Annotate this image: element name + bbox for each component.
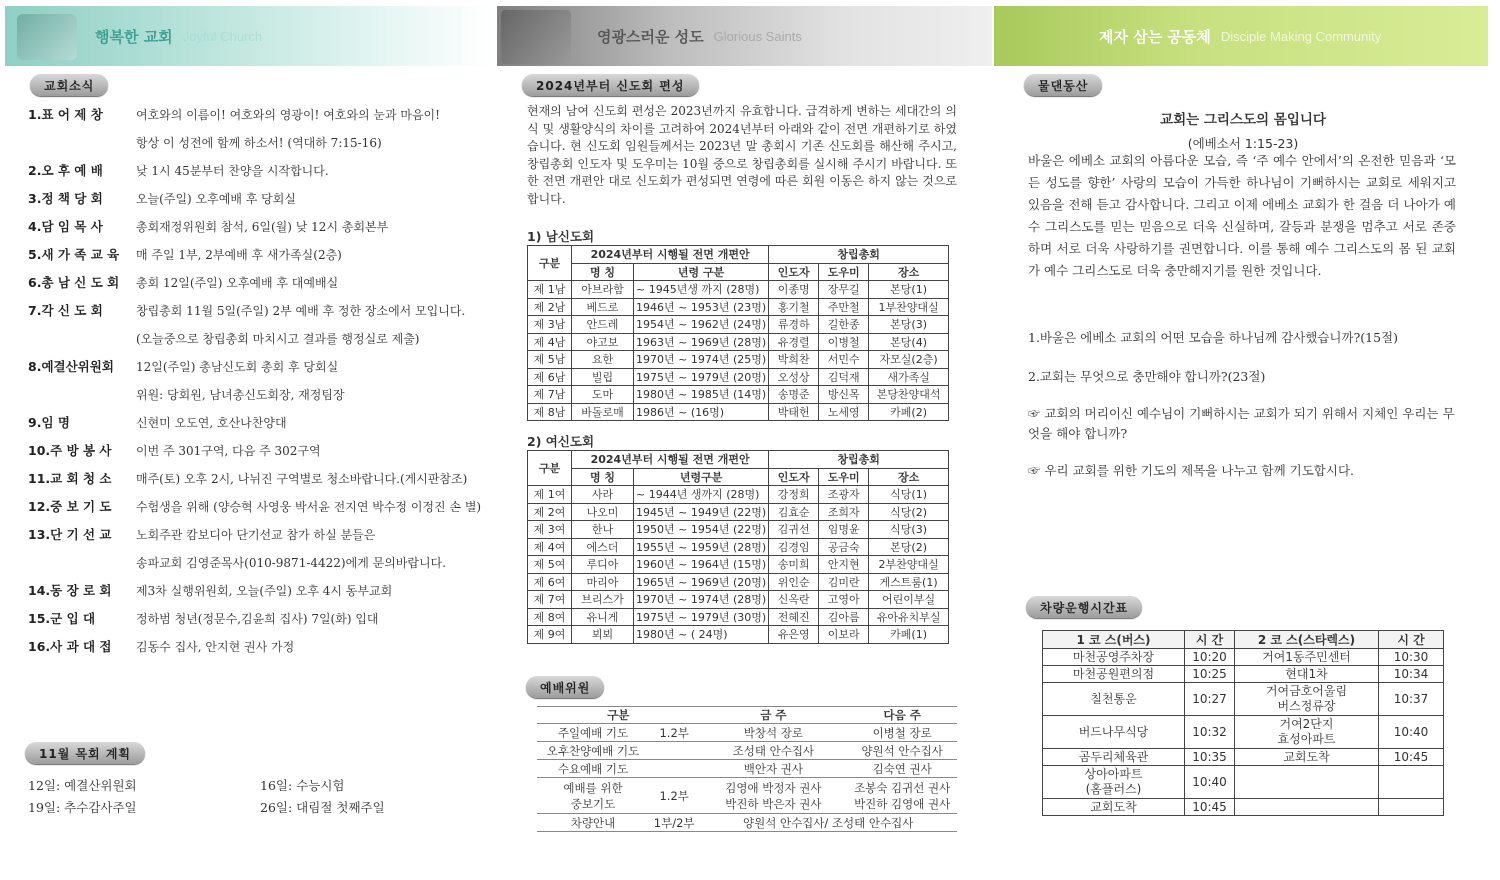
col-meeting: 창립총회: [769, 246, 949, 264]
bus-schedule-table: [1042, 630, 1444, 816]
news-item-text: (오늘중으로 창립총회 마치시고 결과를 행정실로 제출): [136, 331, 420, 346]
news-item: [28, 240, 488, 268]
age-range: 1975년 ~ 1979년 (30명): [634, 608, 769, 626]
place: 2부찬양대실: [869, 556, 949, 574]
group-name: 루디아: [572, 556, 634, 574]
place: 본당찬양대석: [869, 386, 949, 404]
place: 1부찬양대실: [869, 298, 949, 316]
plan-item: 19일: 추수감사주일: [28, 800, 137, 815]
question-3: ☞ 교회의 머리이신 예수님이 기뻐하시는 교회가 되기 위해서 지체인 우리는 무엇을 해야 합니까?: [1028, 406, 1455, 441]
group-name: 도마: [572, 386, 634, 404]
news-item-text: 12일(주일) 총남신도회 총회 후 당회실: [136, 359, 339, 374]
news-item-number: 3.정 책 당 회: [28, 191, 103, 206]
col-plan: 2024년부터 시행될 전면 개편안: [572, 246, 769, 264]
route2-time: 10:45: [1379, 749, 1444, 766]
route1-time: 10:40: [1185, 766, 1235, 799]
table-row: [528, 591, 949, 609]
group-name: 요한: [572, 351, 634, 369]
leader: 홍기철: [769, 298, 819, 316]
news-item-number: 6.총 남 신 도 회: [28, 275, 120, 290]
route1-time: 10:32: [1185, 716, 1235, 749]
age-range: 1965년 ~ 1969년 (20명): [634, 573, 769, 591]
leader: 위인순: [769, 573, 819, 591]
leader: 유은영: [769, 626, 819, 644]
news-item: [28, 604, 488, 632]
table-row: [528, 608, 949, 626]
table-row: [537, 760, 957, 778]
banner-joyful-church: [5, 6, 495, 66]
group-number: 제 5여: [528, 556, 572, 574]
table-row: [1043, 666, 1444, 683]
bible-reference: (에베소서 1:15-23): [1187, 136, 1299, 151]
group-name: 뵈뵈: [572, 626, 634, 644]
group-number: 제 3여: [528, 521, 572, 539]
table-row: [1043, 749, 1444, 766]
worship-next-week: 김숙연 권사: [847, 760, 957, 778]
leader: 송미희: [769, 556, 819, 574]
leader: 강정희: [769, 486, 819, 504]
org-heading: 2024년부터 신도회 편성: [522, 74, 699, 96]
age-range: 1980년 ~ ( 24명): [634, 626, 769, 644]
group-name: 에스더: [572, 538, 634, 556]
news-item: [28, 632, 488, 660]
table-row: [528, 626, 949, 644]
news-item: [28, 100, 488, 128]
leader: 박희찬: [769, 351, 819, 369]
plan-item: 12일: 예결산위원회: [28, 778, 137, 793]
helper: 방신목: [819, 386, 869, 404]
news-item-number: 14.동 장 로 회: [28, 583, 112, 598]
route2-time: 10:34: [1379, 666, 1444, 683]
news-item-text: 신현미 오도연, 호산나찬양대: [136, 415, 287, 430]
col-gubun: 구분: [528, 246, 572, 281]
col-route2: 2 코 스(스타렉스): [1235, 631, 1379, 649]
place: 자모실(2층): [869, 351, 949, 369]
leader: 류경하: [769, 316, 819, 334]
table-row: [528, 351, 949, 369]
route2-stop: 거여2단지 효성아파트: [1235, 716, 1379, 749]
place: 식당(3): [869, 521, 949, 539]
table-row: [1043, 799, 1444, 816]
group-number: 제 4남: [528, 333, 572, 351]
col-gubun: 구분: [528, 451, 572, 486]
news-item-text: 제3차 실행위원회, 오늘(주일) 오후 4시 동부교회: [136, 583, 393, 598]
helper: 고영아: [819, 591, 869, 609]
news-item-number: 11.교 회 청 소: [28, 471, 112, 486]
age-range: 1946년 ~ 1953년 (23명): [634, 298, 769, 316]
group-name: 바돌로매: [572, 403, 634, 421]
route1-stop: 마천공원편의점: [1043, 666, 1185, 683]
age-range: 1986년 ~ (16명): [634, 403, 769, 421]
banner-subtitle: Disciple Making Community: [1220, 28, 1382, 44]
worship-heading: 예배위원: [526, 676, 604, 698]
table-row: [528, 368, 949, 386]
route2-time: 10:37: [1379, 683, 1444, 716]
place: 카페(1): [869, 626, 949, 644]
news-item-text: 수험생을 위해 (양승혁 사영웅 박서윤 전지연 박수정 이정진 손 별): [136, 499, 482, 514]
news-item-text: 정하범 청년(정문수,김윤희 집사) 7일(화) 입대: [136, 611, 379, 626]
table-row: [528, 403, 949, 421]
bus-heading: 차량운행시간표: [1026, 596, 1142, 618]
group-name: 마리아: [572, 573, 634, 591]
news-item: [28, 296, 488, 324]
helper: 김덕재: [819, 368, 869, 386]
place: 게스트룸(1): [869, 573, 949, 591]
worship-role: 수요예배 기도: [537, 760, 649, 778]
news-item: [28, 492, 488, 520]
table-row: [528, 316, 949, 334]
worship-this-week: 박창석 장로: [699, 724, 847, 742]
worship-part: 1.2부: [649, 778, 699, 814]
col-meeting: 창립총회: [769, 451, 949, 469]
news-item: [28, 156, 488, 184]
female-title: 2) 여신도회: [527, 434, 595, 449]
col-leader: 인도자: [769, 263, 819, 281]
group-number: 제 1여: [528, 486, 572, 504]
age-range: 1980년 ~ 1985년 (14명): [634, 386, 769, 404]
route2-time: [1379, 766, 1444, 799]
news-item-text: 노회주관 캄보디아 단기선교 참가 하실 분들은: [136, 527, 376, 542]
table-row: [528, 486, 949, 504]
group-number: 제 8남: [528, 403, 572, 421]
worship-next-week: 이병철 장로: [847, 724, 957, 742]
route1-time: 10:20: [1185, 649, 1235, 666]
question-2: 2.교회는 무엇으로 충만해야 합니까?(23절): [1028, 369, 1266, 384]
news-item-number: 13.단 기 선 교: [28, 527, 112, 542]
table-row: [528, 298, 949, 316]
col-gubun: 구분: [537, 707, 699, 724]
leader: 이종명: [769, 281, 819, 299]
news-item-number: 4.담 임 목 사: [28, 219, 103, 234]
col-time1: 시 간: [1185, 631, 1235, 649]
leader: 김귀선: [769, 521, 819, 539]
group-number: 제 4여: [528, 538, 572, 556]
news-item: [28, 324, 488, 352]
news-item-text: 매 주일 1부, 2부예배 후 새가족실(2층): [136, 247, 342, 262]
age-range: 1970년 ~ 1974년 (28명): [634, 591, 769, 609]
col-helper: 도우미: [819, 468, 869, 486]
place: 새가족실: [869, 368, 949, 386]
route2-stop: 거여1동주민센터: [1235, 649, 1379, 666]
group-name: 아브라함: [572, 281, 634, 299]
place: 본당(3): [869, 316, 949, 334]
table-row: [1043, 649, 1444, 666]
news-item-number: 16.사 과 대 접: [28, 639, 112, 654]
group-name: 빌립: [572, 368, 634, 386]
worship-role: 주일예배 기도: [537, 724, 649, 742]
table-row: [528, 281, 949, 299]
col-this-week: 금 주: [699, 707, 847, 724]
route2-time: 10:40: [1379, 716, 1444, 749]
org-intro: 현재의 남여 신도회 편성은 2023년까지 유효합니다. 급격하게 변하는 세대간의 의식 및 생활양식의 차이를 고려하여 2024년부터 아래와 같이 전면 개편하기로 하였습니다. 현 신도회 임원들께서는 2023년 말 총회시 기존 신도회를 해산해 주시고, 창립총회 인도자 및 도우미는 10월 중으로 창립총회를 실시해 주시기 바랍니다. 또한 전면 개편안 대로 신도회가 편성되면 연령에 따른 회원 이동은 하지 않는 것으로 합니다.: [527, 104, 957, 206]
news-item-number: 15.군 입 대: [28, 611, 96, 626]
age-range: 1954년 ~ 1962년 (24명): [634, 316, 769, 334]
group-name: 사라: [572, 486, 634, 504]
age-range: 1955년 ~ 1959년 (28명): [634, 538, 769, 556]
route2-time: [1379, 799, 1444, 816]
route2-stop: 현대1차: [1235, 666, 1379, 683]
bible-heading: 물댄동산: [1024, 74, 1102, 96]
news-item: [28, 576, 488, 604]
news-item: [28, 352, 488, 380]
group-name: 안드레: [572, 316, 634, 334]
place: 본당(2): [869, 538, 949, 556]
age-range: 1963년 ~ 1969년 (28명): [634, 333, 769, 351]
plan-item: 16일: 수능시험: [260, 778, 345, 793]
banner-photo: [501, 10, 571, 64]
route1-time: 10:27: [1185, 683, 1235, 716]
worship-this-week: 김영애 박정자 권사 박진하 박은자 권사: [699, 778, 847, 814]
helper: 서민수: [819, 351, 869, 369]
news-item-text: 낮 1시 45분부터 찬양을 시작합니다.: [136, 163, 329, 178]
route1-stop: 마천공영주차장: [1043, 649, 1185, 666]
news-item-number: 2.오 후 예 배: [28, 163, 103, 178]
helper: 안지현: [819, 556, 869, 574]
helper: 김미란: [819, 573, 869, 591]
table-row: [528, 556, 949, 574]
place: 본당(1): [869, 281, 949, 299]
route1-stop: 버드나무식당: [1043, 716, 1185, 749]
news-item: [28, 520, 488, 548]
place: 카페(2): [869, 403, 949, 421]
leader: 박태헌: [769, 403, 819, 421]
col-name: 명 칭: [572, 263, 634, 281]
leader: 송명준: [769, 386, 819, 404]
group-number: 제 5남: [528, 351, 572, 369]
news-item-text: 총회 12일(주일) 오후예배 후 대예배실: [136, 275, 339, 290]
news-item-text: 위원: 당회원, 남녀총신도회장, 재정팀장: [136, 387, 345, 402]
group-name: 야고보: [572, 333, 634, 351]
leader: 김효순: [769, 503, 819, 521]
news-item-text: 총회재정위원회 참석, 6일(월) 낮 12시 총회본부: [136, 219, 389, 234]
worship-this-week: 조성태 안수집사: [699, 742, 847, 760]
col-name: 명 칭: [572, 468, 634, 486]
question-4: ☞ 우리 교회를 위한 기도의 제목을 나누고 함께 기도합시다.: [1028, 463, 1354, 478]
place: 유아유치부실: [869, 608, 949, 626]
col-time2: 시 간: [1379, 631, 1444, 649]
table-row: [537, 814, 957, 832]
table-row: [528, 573, 949, 591]
leader: 전혜진: [769, 608, 819, 626]
news-item-text: 항상 이 성전에 함께 하소서! (역대하 7:15-16): [136, 135, 382, 150]
banner-photo: [17, 14, 77, 60]
worship-part: [649, 760, 699, 778]
table-row: [528, 503, 949, 521]
worship-this-week: 백안자 권사: [699, 760, 847, 778]
worship-next-week: 양원석 안수집사: [847, 742, 957, 760]
female-group-table: [527, 450, 949, 644]
worship-role: 예배를 위한 중보기도: [537, 778, 649, 814]
banner-title: 영광스러운 성도: [597, 27, 704, 46]
news-item-number: 9.임 명: [28, 415, 70, 430]
table-row: [1043, 716, 1444, 749]
news-item-number: 8.예결산위원회: [28, 359, 114, 374]
plan-item: 26일: 대림절 첫째주일: [260, 800, 385, 815]
age-range: 1970년 ~ 1974년 (25명): [634, 351, 769, 369]
worship-part: [649, 742, 699, 760]
news-item-number: 1.표 어 제 창: [28, 107, 103, 122]
news-item-text: 여호와의 이름이! 여호와의 영광이! 여호와의 눈과 마음이!: [136, 107, 440, 122]
bible-title: 교회는 그리스도의 몸입니다: [1160, 112, 1326, 128]
helper: 이보라: [819, 626, 869, 644]
group-name: 베드로: [572, 298, 634, 316]
news-item: [28, 184, 488, 212]
col-age: 년령 구분: [634, 263, 769, 281]
route1-time: 10:45: [1185, 799, 1235, 816]
age-range: 1945년 ~ 1949년 (22명): [634, 503, 769, 521]
plan-heading: 11월 목회 계획: [25, 742, 145, 764]
helper: 공금숙: [819, 538, 869, 556]
place: 식당(1): [869, 486, 949, 504]
male-group-table: [527, 245, 949, 421]
group-number: 제 6여: [528, 573, 572, 591]
helper: 조희자: [819, 503, 869, 521]
col-leader: 인도자: [769, 468, 819, 486]
table-row: [537, 778, 957, 814]
banner-glorious-saints: [497, 6, 992, 66]
helper: 장무길: [819, 281, 869, 299]
leader: 신옥란: [769, 591, 819, 609]
route1-stop: 곰두리체육관: [1043, 749, 1185, 766]
bible-body: 바울은 에베소 교회의 아름다운 모습, 즉 ‘주 예수 안에서’의 온전한 믿음과 ‘모든 성도를 향한’ 사랑의 모습이 가득한 하나님이 기뻐하시는 교회로 세워지고 있음을 전해 듣고 감사합니다. 그리고 이제 에베소 교회가 한 걸음 더 나아가 예수 그리스도를 믿는 믿음으로 더욱 신실하며, 갈등과 분쟁을 멈추고 서로 존중하며 서로 더욱 사랑하기를 권면합니다. 이를 통해 예수 그리스도의 몸 된 교회가 예수 그리스도로 더욱 충만해지기를 원한 것입니다.: [1028, 153, 1456, 278]
group-name: 나오미: [572, 503, 634, 521]
news-heading: 교회소식: [30, 74, 108, 96]
age-range: ~ 1945년생 까지 (28명): [634, 281, 769, 299]
table-row: [528, 333, 949, 351]
helper: 김아름: [819, 608, 869, 626]
group-number: 제 2여: [528, 503, 572, 521]
age-range: 1975년 ~ 1979년 (20명): [634, 368, 769, 386]
helper: 이병철: [819, 333, 869, 351]
table-row: [537, 742, 957, 760]
banner-disciple-community: [994, 6, 1488, 66]
male-title: 1) 남신도회: [527, 229, 595, 244]
news-item-text: 이번 주 301구역, 다음 주 302구역: [136, 443, 321, 458]
group-number: 제 9여: [528, 626, 572, 644]
table-row: [1043, 766, 1444, 799]
news-item-text: 김동수 집사, 안지현 권사 가정: [136, 639, 295, 654]
age-range: 1960년 ~ 1964년 (15명): [634, 556, 769, 574]
worship-part: 1부/2부: [649, 814, 699, 832]
col-next-week: 다음 주: [847, 707, 957, 724]
table-row: [537, 724, 957, 742]
route2-stop: 교회도착: [1235, 749, 1379, 766]
helper: 임명윤: [819, 521, 869, 539]
group-number: 제 1남: [528, 281, 572, 299]
age-range: ~ 1944년 생까지 (28명): [634, 486, 769, 504]
group-number: 제 2남: [528, 298, 572, 316]
group-number: 제 7남: [528, 386, 572, 404]
route2-stop: 거여금호어울림 버스정류장: [1235, 683, 1379, 716]
worship-this-week: 양원석 안수집사/ 조성태 안수집사: [699, 814, 957, 832]
helper: 조광자: [819, 486, 869, 504]
col-route1: 1 코 스(버스): [1043, 631, 1185, 649]
table-row: [528, 386, 949, 404]
helper: 길한종: [819, 316, 869, 334]
worship-next-week: 조봉숙 김귀선 권사 박진하 김영애 권사: [847, 778, 957, 814]
route2-stop: [1235, 799, 1379, 816]
place: 어린이부실: [869, 591, 949, 609]
table-row: [528, 521, 949, 539]
news-item-number: 12.중 보 기 도: [28, 499, 112, 514]
helper: 노세영: [819, 403, 869, 421]
news-item-number: 5.새 가 족 교 육: [28, 247, 120, 262]
group-number: 제 8여: [528, 608, 572, 626]
route1-time: 10:25: [1185, 666, 1235, 683]
group-number: 제 6남: [528, 368, 572, 386]
news-list: [28, 100, 488, 660]
news-item-text: 매주(토) 오후 2시, 나뉘진 구역별로 청소바랍니다.(게시판참조): [136, 471, 468, 486]
col-place: 장소: [869, 263, 949, 281]
table-row: [528, 538, 949, 556]
group-name: 유니게: [572, 608, 634, 626]
group-name: 브리스가: [572, 591, 634, 609]
news-item-number: 10.주 방 봉 사: [28, 443, 112, 458]
leader: 오성상: [769, 368, 819, 386]
banner-title: 제자 삼는 공동체: [1099, 27, 1211, 46]
banner-subtitle: Joyful Church: [182, 28, 263, 44]
age-range: 1950년 ~ 1954년 (22명): [634, 521, 769, 539]
question-1: 1.바울은 에베소 교회의 어떤 모습을 하나님께 감사했습니까?(15절): [1028, 330, 1399, 345]
leader: 유경렬: [769, 333, 819, 351]
news-item-number: 7.각 신 도 회: [28, 303, 103, 318]
worship-role: 오후찬양예배 기도: [537, 742, 649, 760]
worship-role: 차량안내: [537, 814, 649, 832]
place: 식당(2): [869, 503, 949, 521]
news-item-text: 오늘(주일) 오후예배 후 당회실: [136, 191, 296, 206]
col-plan: 2024년부터 시행될 전면 개편안: [572, 451, 769, 469]
news-item: [28, 548, 488, 576]
route2-time: 10:30: [1379, 649, 1444, 666]
news-item-text: 송파교회 김영준목사(010-9871-4422)에게 문의바랍니다.: [136, 555, 446, 570]
group-number: 제 7여: [528, 591, 572, 609]
news-item: [28, 128, 488, 156]
banner-subtitle: Glorious Saints: [713, 28, 802, 44]
news-item-text: 창립총회 11월 5일(주일) 2부 예배 후 정한 장소에서 모입니다.: [136, 303, 466, 318]
col-place: 장소: [869, 468, 949, 486]
group-number: 제 3남: [528, 316, 572, 334]
news-item: [28, 212, 488, 240]
place: 본당(4): [869, 333, 949, 351]
col-age: 년령구분: [634, 468, 769, 486]
news-item: [28, 464, 488, 492]
worship-table: [537, 706, 957, 832]
banner-title: 행복한 교회: [95, 27, 173, 46]
news-item: [28, 408, 488, 436]
helper: 주만철: [819, 298, 869, 316]
news-item: [28, 436, 488, 464]
route1-stop: 교회도착: [1043, 799, 1185, 816]
route1-stop: 칠천통운: [1043, 683, 1185, 716]
group-name: 한나: [572, 521, 634, 539]
worship-part: 1.2부: [649, 724, 699, 742]
route2-stop: [1235, 766, 1379, 799]
news-item: [28, 268, 488, 296]
col-helper: 도우미: [819, 263, 869, 281]
route1-time: 10:35: [1185, 749, 1235, 766]
leader: 김경임: [769, 538, 819, 556]
route1-stop: 상아아파트 (홈플러스): [1043, 766, 1185, 799]
table-row: [1043, 683, 1444, 716]
news-item: [28, 380, 488, 408]
